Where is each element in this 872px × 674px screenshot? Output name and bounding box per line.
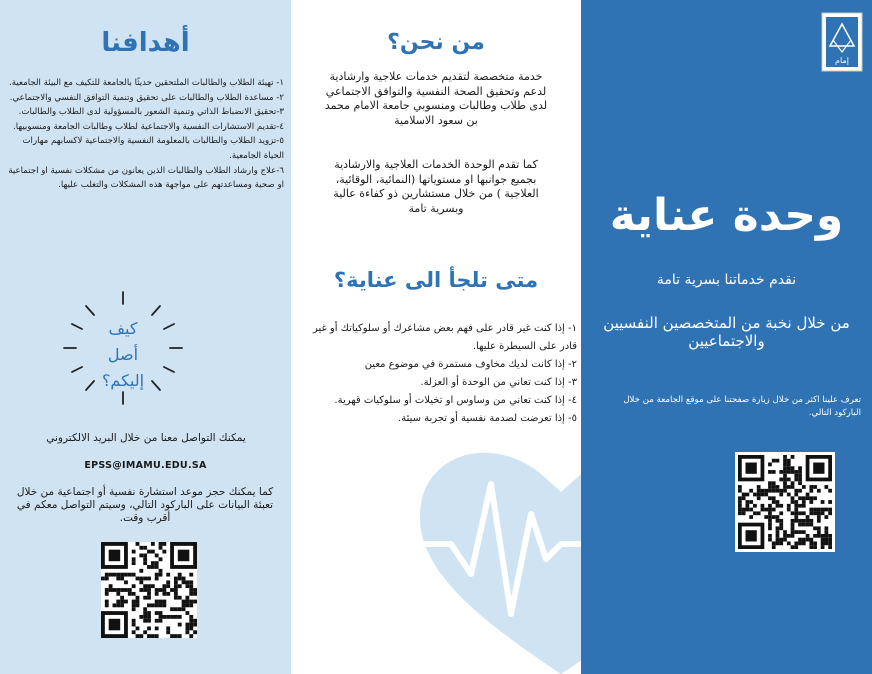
when-item: ٤- إذا كنت تعاني من وساوس او تخيلات أو سلوكيات قهرية. [334,395,577,406]
goal-item: ٢- مساعدة الطلاب والطالبات على تحقيق وتنمية التوافق النفسي والاجتماعي. [9,92,284,103]
when-item: ٣- إذا كنت تعاني من الوحدة أو العزلة. [420,377,577,388]
goal-item: ٤-تقديم الاستشارات النفسية والاجتماعية لطلاب وطالبات الجامعة ومنسوبيها. [13,121,284,132]
goal-item: ٦-علاج وارشاد الطلاب والطالبات الذين يعانون من مشكلات نفسية او اجتماعية او صحية ومساعدتهم على مواجهة هذه المشكلات والتغلب عليها. [8,165,284,191]
how-reach-line: إليكم؟ [101,371,145,390]
goal-item: ٣-تحقيق الانضباط الذاتي وتنمية الشعور بالمسؤولية لدى الطلاب والطالبات. [18,107,284,118]
when-item: ٥- إذا تعرضت لصدمة نفسية أو تجربة سيئة. [398,413,577,424]
when-to-seek-title: متى تلجأ الى عناية؟ [333,268,539,292]
logo-text: إمام [835,56,849,65]
qr-pattern-icon [738,455,832,549]
website-qr-code[interactable] [735,452,835,552]
how-reach-line: أصل [107,345,139,364]
goal-item: ٥-تزويد الطلاب والطالبات بالمعلومة النفسية والاجتماعية لاكسابهم مهارات الحياة الجامعية. [22,136,284,161]
email-link[interactable]: EPSS@IMAMU.EDU.SA [84,460,207,471]
goals-title: أهدافنا [101,28,190,58]
services-text: كما تقدم الوحدة الخدمات العلاجية والارشادية بجميع جوانبها او مستوياتها (النمائية، الوقائية، العلاجية ) من خلال مستشارين ذو كفاءة عالية وبسرية تامة [333,158,539,215]
university-logo-icon [821,12,863,72]
goal-item: ١- تهيئة الطلاب والطالبات الملتحقين حديثًا بالجامعة للتكيف مع البيئة الجامعية. [9,78,284,88]
contact-text: يمكنك التواصل معنا من خلال البريد الالكتروني [46,432,246,444]
when-item: ١- إذا كنت غير قادر على فهم بعض مشاعرك أو سلوكياتك أو غير قادر على السيطرة عليها. [312,323,577,352]
cover-panel [581,0,872,674]
goals-list [8,76,284,193]
when-list [297,320,577,428]
how-to-reach-us [93,316,153,394]
how-reach-line: كيف [108,319,138,338]
unit-title: وحدة عناية [609,190,844,241]
about-panel [291,0,581,674]
visit-website-text: تعرف علينا اكثر من خلال زيارة صفحتنا على موقع الجامعة من خلال الباركود التالي. [623,395,861,418]
when-item: ٢- إذا كانت لديك مخاوف مستمرة في موضوع معين [364,359,577,370]
heartbeat-heart-icon [411,424,581,674]
who-are-we-title: من نحن؟ [387,30,485,55]
tagline-specialists: من خلال نخبة من المتخصصين النفسيين والاجتماعيين [603,314,850,350]
goals-panel [0,0,291,674]
tagline-confidential: نقدم خدماتنا بسرية تامة [656,272,797,288]
booking-qr-code[interactable] [101,542,197,638]
booking-text: كما يمكنك حجز موعد استشارة نفسية أو اجتماعية من خلال تعبئة البيانات على الباركود التالي، وسيتم التواصل معكم في أقرب وقت. [16,486,274,524]
who-are-we-text: خدمة متخصصة لتقديم خدمات علاجية وارشادية لدعم وتحقيق الصحة النفسية والتوافق الاجتماعي لدى طلاب وطالبات ومنسوبي جامعة الامام محمد بن سعود الاسلامية [324,70,548,127]
